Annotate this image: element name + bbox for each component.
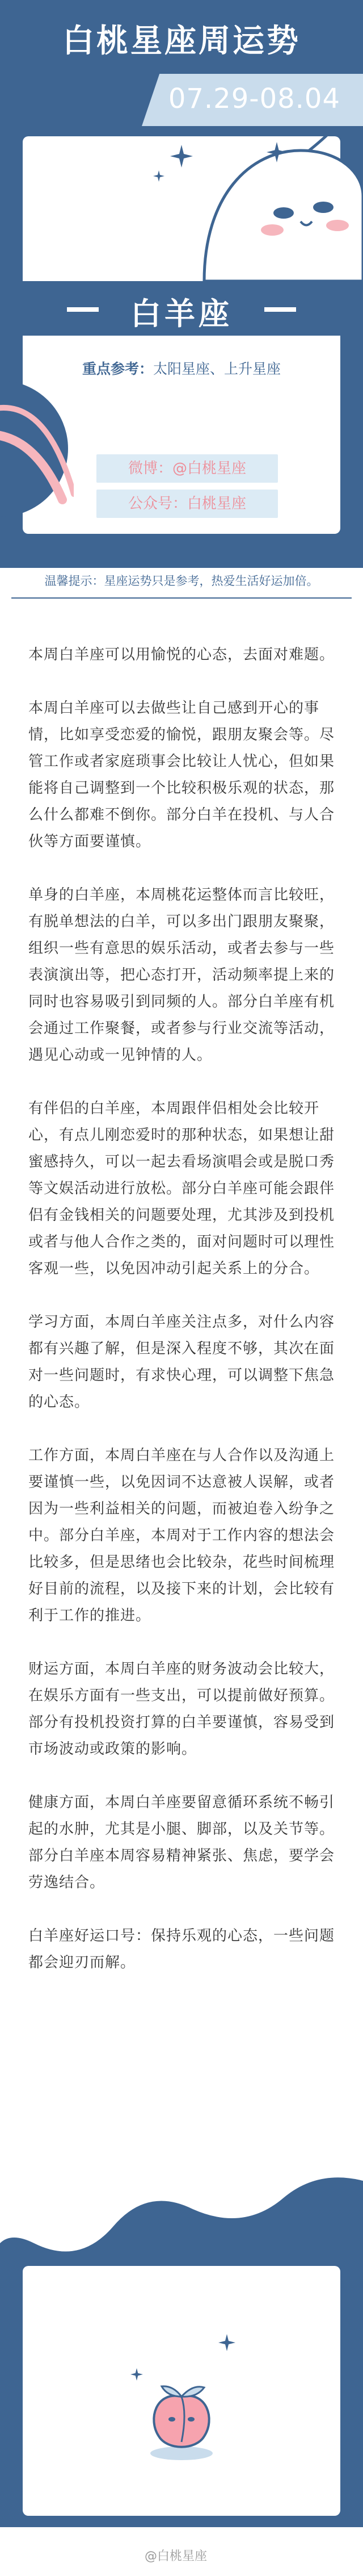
- planet-icon: [0, 352, 74, 540]
- paragraph: 白羊座好运口号：保持乐观的心态，一些问题都会迎刃而解。: [28, 1927, 335, 1971]
- divider: [11, 597, 352, 599]
- sparkle-icon: [218, 2334, 235, 2351]
- reference-label: 重点参考：: [82, 361, 153, 377]
- paragraph: 有伴侣的白羊座，本周跟伴侣相处会比较开心，有点儿刚恋爱时的那种状态，如果想让甜蜜感持久，可以一起去看场演唱会或是脱口秀等文娱活动进行放松。部分白羊座可能会跟伴侣有金钱相关的问题要处理，尤其涉及到投机或者与他人合作之类的，面对问题时可以理性客观一些，以免因冲动引起关系上的分合。: [28, 1100, 335, 1277]
- reference-value: 太阳星座、上升星座: [153, 361, 281, 377]
- horoscope-content: [28, 642, 337, 2003]
- paragraph: 学习方面，本周白羊座关注点多，对什么内容都有兴趣了解，但是深入程度不够，其次在面对一些问题时，有求快心理，可以调整下焦急的心态。: [28, 1314, 335, 1411]
- footer-banner: [0, 2164, 363, 2576]
- paragraph: 健康方面，本周白羊座要留意循环系统不畅引起的水肿，尤其是小腿、脚部，以及关节等。部分白羊座本周容易精神紧张、焦虑，要学会劳逸结合。: [28, 1794, 335, 1891]
- watermark: @白桃星座: [145, 2549, 208, 2564]
- peach-icon: [145, 2380, 218, 2465]
- wave-decoration: [0, 2164, 363, 2277]
- paragraph: 单身的白羊座，本周桃花运整体而言比较旺，有脱单想法的白羊，可以多出门跟朋友聚聚，组织一些有意思的娱乐活动，或者去参与一些表演演出等，把心态打开，活动频率提上来的同时也容易吸引到同频的人。部分白羊座有机会通过工作聚餐，或者参与行业交流等活动，遇见心动或一见钟情的人。: [28, 886, 335, 1064]
- tip-notice: 温馨提示：星座运势只是参考，热爱生活好运加倍。: [44, 574, 319, 588]
- weibo-handle: 微博：@白桃星座: [96, 454, 278, 483]
- sparkle-icon: [170, 145, 193, 168]
- paragraph: 本周白羊座可以去做些让自己感到开心的事情，比如享受恋爱的愉悦，跟朋友聚会等。尽管工作或者家庭琐事会比较让人忧心，但如果能将自己调整到一个比较积极乐观的状态，那么什么都难不倒你。部分白羊在投机、与人合伙等方面要谨慎。: [28, 700, 335, 850]
- page-title: 白桃星座周运势: [62, 23, 301, 60]
- star-icon: [267, 142, 287, 162]
- paragraph: 工作方面，本周白羊座在与人合作以及沟通上要谨慎一些，以免因词不达意被人误解，或者因为一些利益相关的问题，而被迫卷入纷争之中。部分白羊座，本周对于工作内容的想法会比较多，但是思绪也会比较杂，花些时间梳理好目前的流程，以及接下来的计划，会比较有利于工作的推进。: [28, 1447, 335, 1624]
- paragraph: 财运方面，本周白羊座的财务波动会比较大，在娱乐方面有一些支出，可以提前做好预算。部分有投机投资打算的白羊要谨慎，容易受到市场波动或政策的影响。: [28, 1661, 335, 1758]
- paragraph: 本周白羊座可以用愉悦的心态，去面对难题。: [28, 646, 335, 663]
- sparkle-icon: [153, 170, 164, 182]
- header-banner: [0, 0, 363, 568]
- sparkle-icon: [130, 2368, 143, 2381]
- date-range: 07.29-08.04: [168, 83, 340, 115]
- zodiac-sign-title: 白羊座: [130, 296, 233, 332]
- wechat-account: 公众号：白桃星座: [96, 490, 278, 518]
